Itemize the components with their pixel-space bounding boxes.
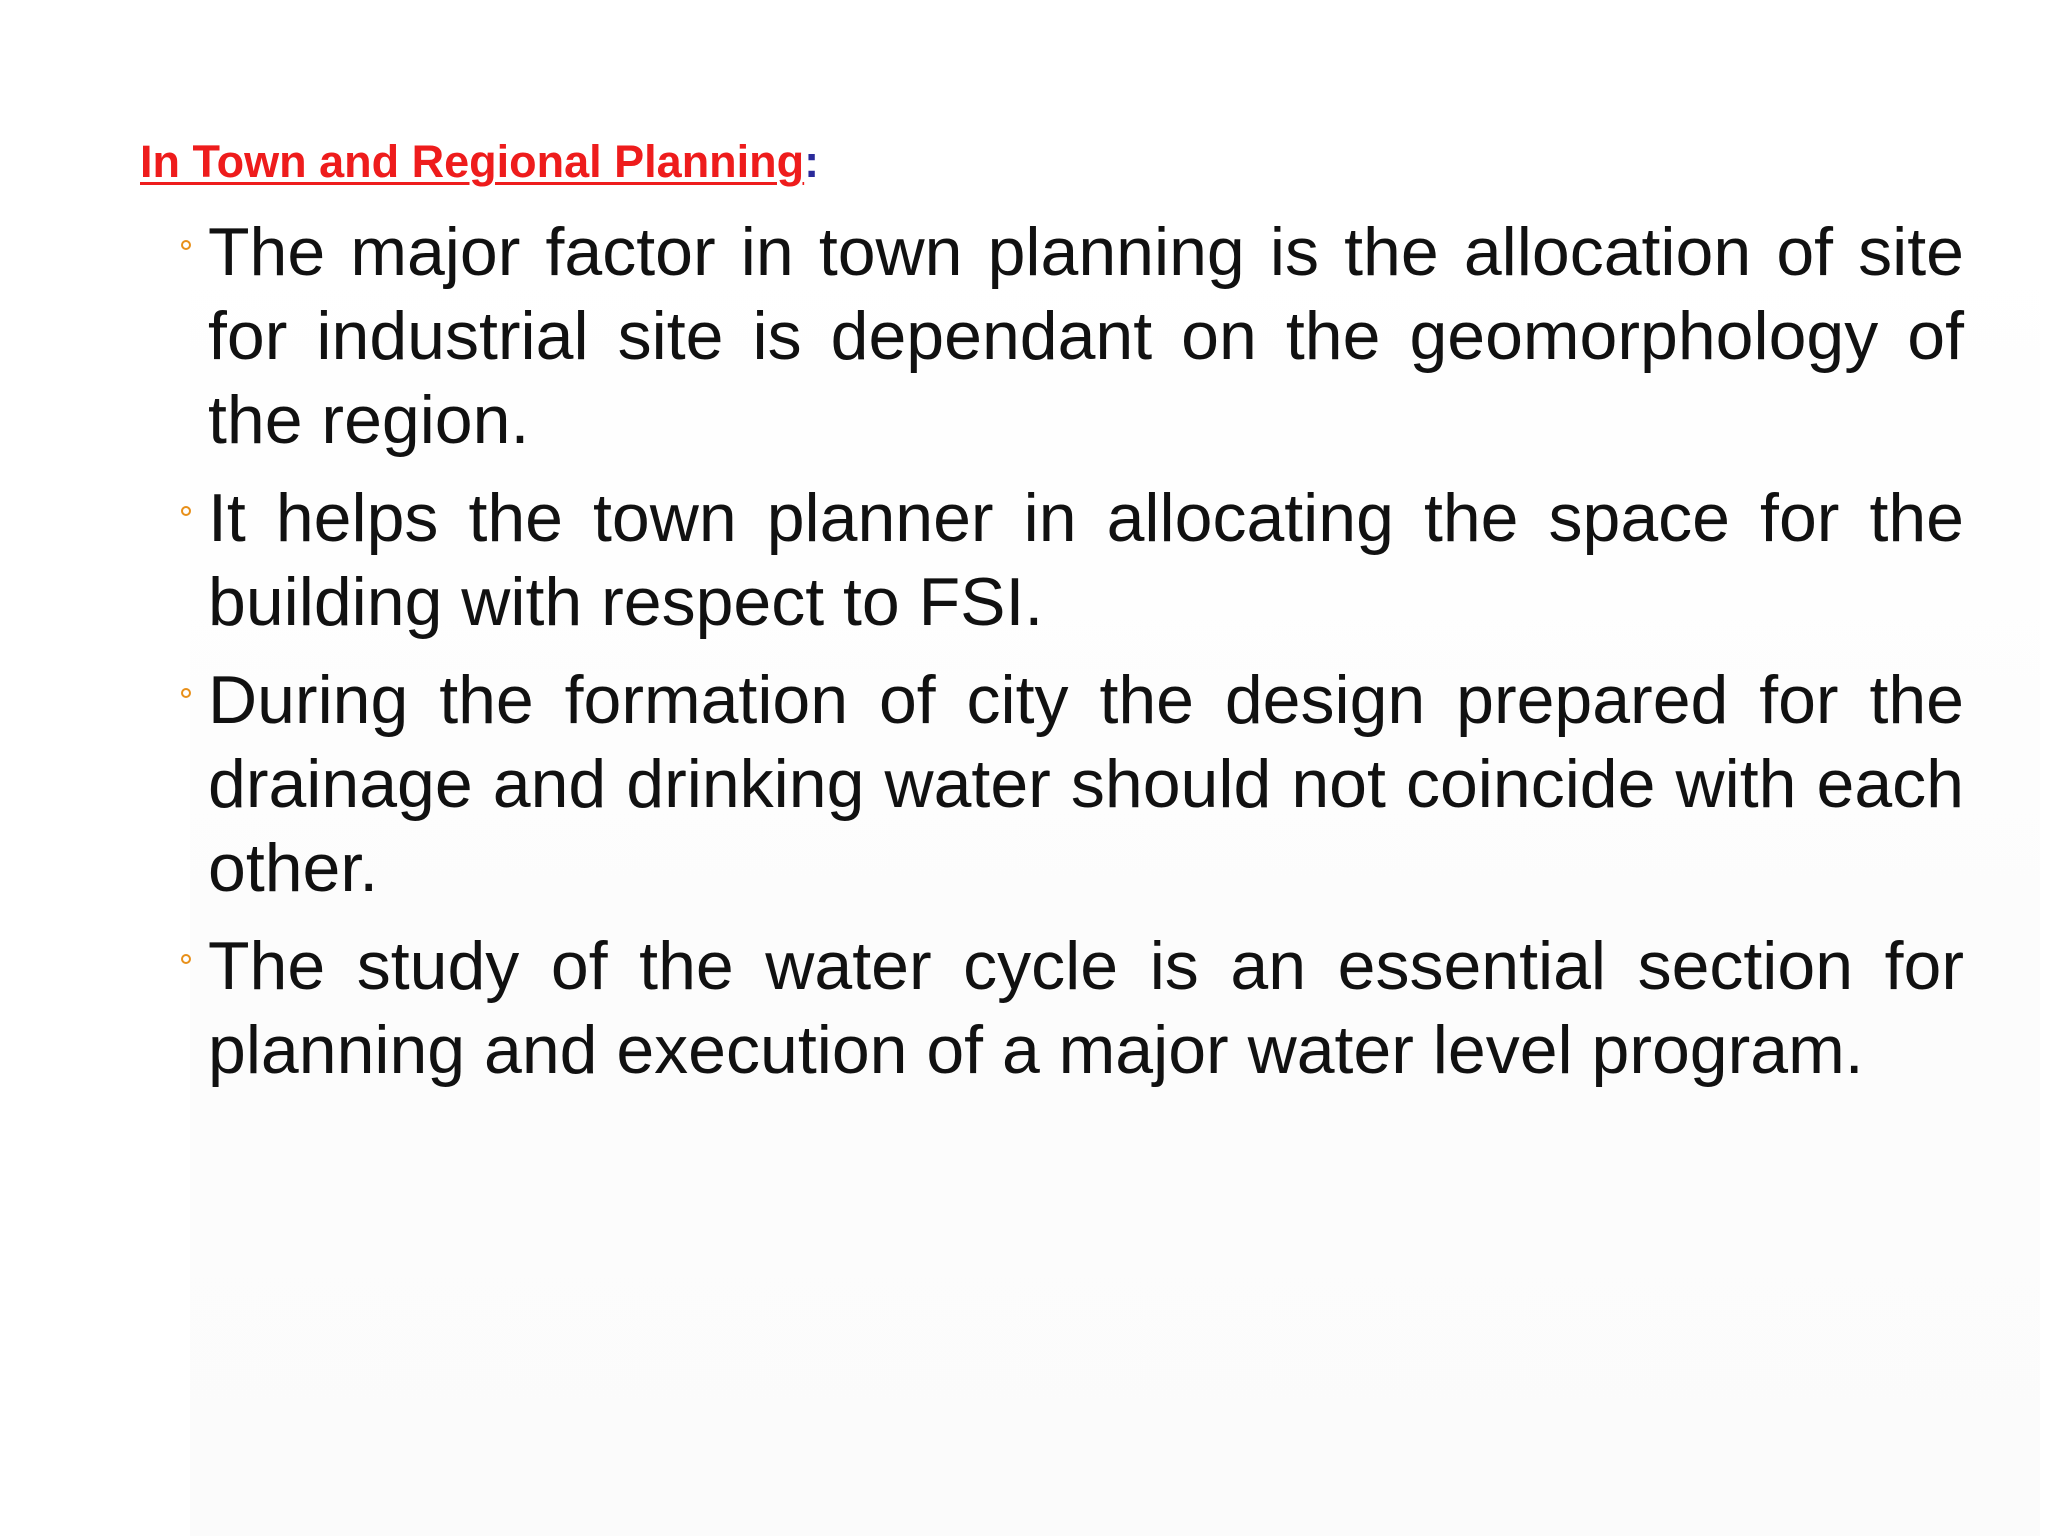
bullet-item	[208, 924, 1964, 1092]
bullet-item	[208, 658, 1964, 910]
bullet-text: It helps the town planner in allocating the space for the building with respect to FSI.	[208, 480, 1964, 640]
bullet-list	[208, 210, 1964, 1106]
heading-text: In Town and Regional Planning	[140, 136, 805, 187]
bullet-text: The major factor in town planning is the allocation of site for industrial site is dependant on the geomorphology of the region.	[208, 214, 1964, 458]
bullet-item	[208, 210, 1964, 462]
hollow-circle-bullet-icon	[181, 954, 191, 964]
hollow-circle-bullet-icon	[181, 240, 191, 250]
hollow-circle-bullet-icon	[181, 506, 191, 516]
bullet-item	[208, 476, 1964, 644]
heading-colon: :	[804, 136, 820, 187]
hollow-circle-bullet-icon	[181, 688, 191, 698]
bullet-text: The study of the water cycle is an essential section for planning and execution of a major water level program.	[208, 928, 1964, 1088]
bullet-text: During the formation of city the design prepared for the drainage and drinking water should not coincide with each other.	[208, 662, 1964, 906]
slide-heading	[140, 132, 819, 192]
